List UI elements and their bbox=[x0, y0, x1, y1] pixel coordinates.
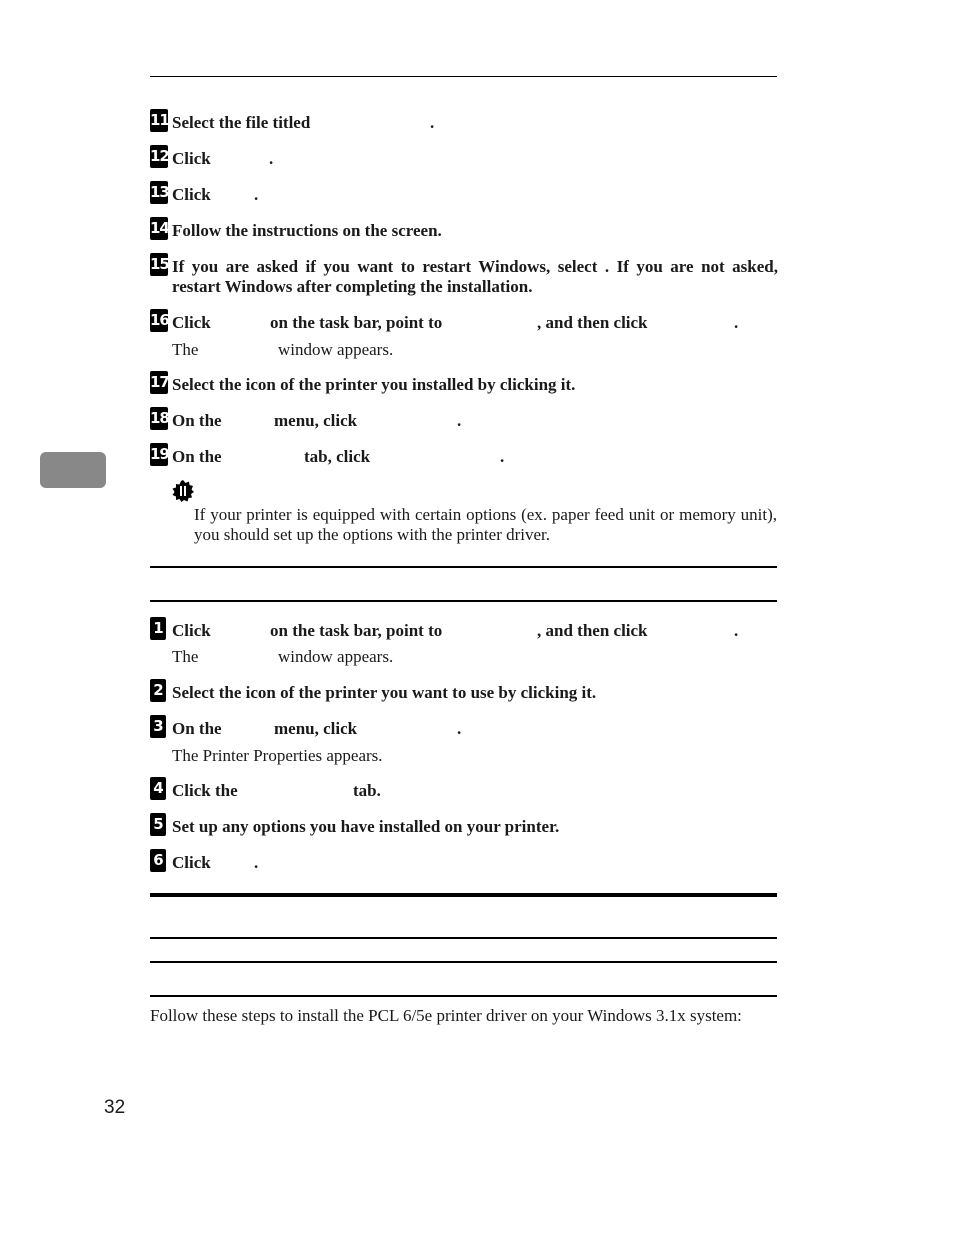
step-text: menu, click bbox=[274, 719, 358, 738]
step-text: , and then click bbox=[537, 313, 648, 332]
step-text: On the bbox=[172, 447, 222, 466]
step-text: Follow the instructions on the screen. bbox=[172, 221, 442, 240]
step-text: Click bbox=[172, 313, 211, 332]
step-number-17: 17 bbox=[150, 371, 168, 394]
step-text: , and then click bbox=[537, 621, 648, 640]
important-icon bbox=[172, 480, 194, 502]
step-number-1: 1 bbox=[150, 617, 166, 640]
section-rule-1 bbox=[150, 566, 777, 568]
section-rule-thick bbox=[150, 893, 777, 897]
section-rule-2 bbox=[150, 600, 777, 602]
step-text: Click bbox=[172, 185, 211, 204]
step-text: Select the file titled bbox=[172, 113, 311, 132]
step-number-11: 11 bbox=[150, 109, 168, 132]
step-text: on the task bar, point to bbox=[270, 313, 443, 332]
step-number-12: 12 bbox=[150, 145, 168, 168]
section-rule-3 bbox=[150, 937, 777, 939]
step-number-16: 16 bbox=[150, 309, 168, 332]
step-text: . bbox=[500, 447, 505, 466]
step-text: Select the icon of the printer you want to use by clicking it. bbox=[172, 683, 597, 702]
step-text: On the bbox=[172, 411, 222, 430]
step-text: Click bbox=[172, 149, 211, 168]
step-text: If you are asked if you want to restart Windows, select . If you are not asked, restart Windows after completing the installation. bbox=[172, 257, 778, 296]
page-number: 32 bbox=[104, 1097, 126, 1118]
step-text: On the bbox=[172, 719, 222, 738]
step-text: Click bbox=[172, 853, 211, 872]
step-number-3: 3 bbox=[150, 715, 166, 738]
step-number-18: 18 bbox=[150, 407, 168, 430]
step-text: Select the icon of the printer you installed by clicking it. bbox=[172, 375, 576, 394]
step-number-2: 2 bbox=[150, 679, 166, 702]
step-number-14: 14 bbox=[150, 217, 168, 240]
chapter-tab-marker bbox=[40, 452, 106, 488]
header-rule bbox=[150, 76, 777, 77]
section-rule-5 bbox=[150, 995, 777, 997]
step-text: Set up any options you have installed on your printer. bbox=[172, 817, 560, 836]
step-text: . bbox=[430, 113, 435, 132]
step-text: . bbox=[734, 621, 739, 640]
intro-paragraph: Follow these steps to install the PCL 6/5e printer driver on your Windows 3.1x system: bbox=[150, 1006, 742, 1025]
step-text: . bbox=[254, 185, 259, 204]
step-text: . bbox=[457, 719, 462, 738]
step-text: tab, click bbox=[304, 447, 371, 466]
step-number-5: 5 bbox=[150, 813, 166, 836]
step-number-13: 13 bbox=[150, 181, 168, 204]
section-rule-4 bbox=[150, 961, 777, 963]
step-text: menu, click bbox=[274, 411, 358, 430]
step-number-4: 4 bbox=[150, 777, 166, 800]
step-text: . bbox=[734, 313, 739, 332]
step-number-19: 19 bbox=[150, 443, 168, 466]
step-text: . bbox=[457, 411, 462, 430]
step-text: on the task bar, point to bbox=[270, 621, 443, 640]
step-text: . bbox=[269, 149, 274, 168]
step-text: Click bbox=[172, 621, 211, 640]
step-text: Click the bbox=[172, 781, 238, 800]
step-text: tab. bbox=[353, 781, 381, 800]
step-number-15: 15 bbox=[150, 253, 168, 276]
step-text: . bbox=[254, 853, 259, 872]
important-note-text: If your printer is equipped with certain options (ex. paper feed unit or memory unit), you should set up the options with the printer driver. bbox=[194, 505, 777, 544]
step-number-6: 6 bbox=[150, 849, 166, 872]
